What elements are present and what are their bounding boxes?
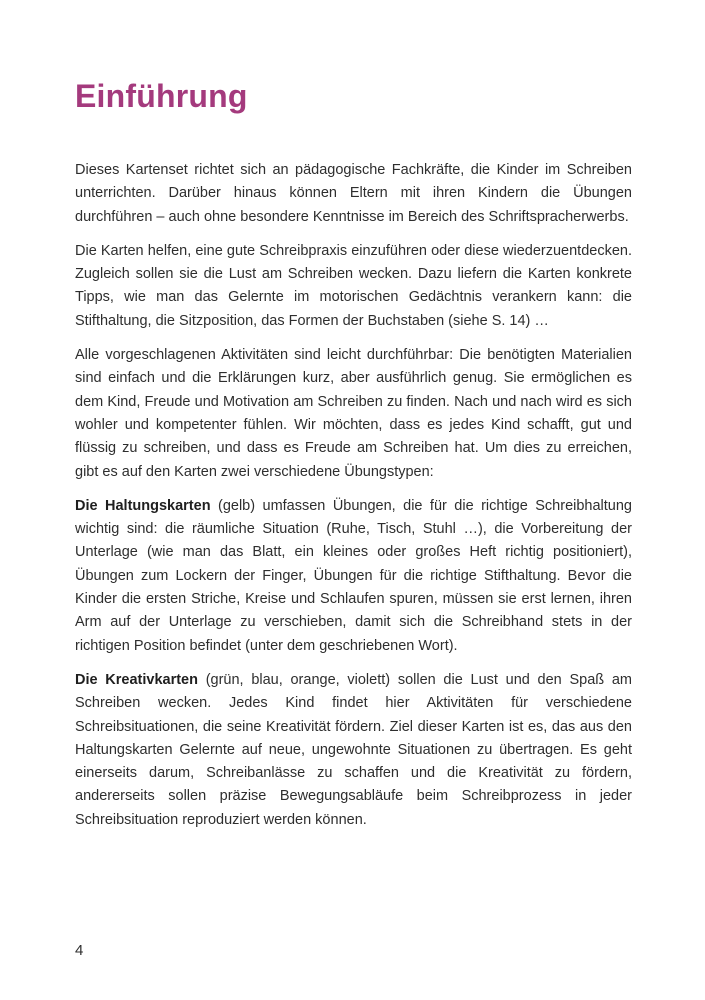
paragraph-karten-helfen [75,240,632,333]
paragraph-haltungskarten [75,495,632,658]
page-number: 4 [75,942,84,959]
paragraph-text: (grün, blau, orange, violett) sollen die Lust und den Spaß am Schreiben wecken. Jedes Kind findet hier Aktivitäten für verschiedene Schreibsituationen, die seine Kreativität fördern. Ziel dieser Karten ist es, das aus den Haltungskarten Gelernte auf neue, ungewohnte Situationen zu übertragen. Es geht einerseits darum, Schreibanlässe zu schaffen und die Kreativität zu fördern, andererseits sollen präzise Bewegungsabläufe beim Schreibprozess in jeder Schreibsituation reproduziert werden können. [75,671,632,828]
paragraph-text: Dieses Kartenset richtet sich an pädagogische Fachkräfte, die Kinder im Schreiben unterrichten. Darüber hinaus können Eltern mit ihren Kindern die Übungen durchführen – auch ohne besondere Kenntnisse im Bereich des Schriftspracherwerbs. [75,162,632,225]
page-content [75,78,632,843]
paragraph-text: Die Karten helfen, eine gute Schreibpraxis einzuführen oder diese wiederzuentdecken. Zugleich sollen sie die Lust am Schreiben wecken. Dazu liefern die Karten konkrete Tipps, wie man das Gelernte im motorischen Gedächtnis verankern kann: die Stifthaltung, die Sitzposition, das Formen der Buchstaben (siehe S. 14) … [75,242,632,329]
paragraph-intro [75,159,632,229]
page-title: Einführung [75,78,248,114]
paragraph-text: Alle vorgeschlagenen Aktivitäten sind leicht durchführbar: Die benötigten Materialien sind einfach und die Erklärungen kurz, aber ausführlich genug. Sie ermöglichen es dem Kind, Freude und Motivation am Schreiben zu finden. Nach und nach wird es sich wohler und kompetenter fühlen. Wir möchten, dass es jedes Kind schafft, gut und flüssig zu schreiben, und dass es Freude am Schreiben hat. Um dies zu erreichen, gibt es auf den Karten zwei verschiedene Übungstypen: [75,347,632,480]
paragraph-text: (gelb) umfassen Übungen, die für die richtige Schreibhaltung wichtig sind: die räumliche Situation (Ruhe, Tisch, Stuhl …), die Vorbereitung der Unterlage (wie man das Blatt, ein kleines oder großes Heft richtig positioniert), Übungen zum Lockern der Finger, Übungen für die richtige Stifthaltung. Bevor die Kinder die ersten Striche, Kreise und Schlaufen spuren, müssen sie erst lernen, ihren Arm auf der Unterlage zu verschieben, damit sich die Schreibhand stets in der richtigen Position befindet (unter dem geschriebenen Wort). [75,497,632,654]
paragraph-aktivitaeten [75,344,632,484]
paragraph-lead-bold: Die Kreativkarten [75,671,198,688]
paragraph-lead-bold: Die Haltungskarten [75,497,211,514]
paragraph-kreativkarten [75,669,632,832]
